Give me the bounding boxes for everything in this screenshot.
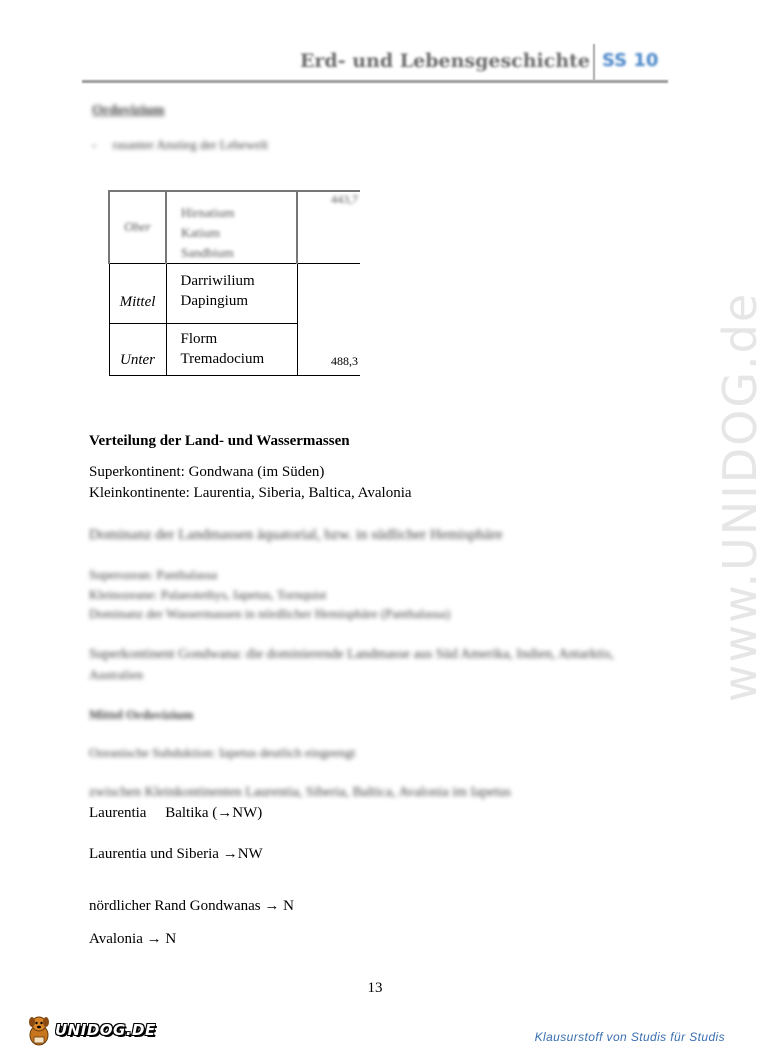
movement-line [89, 803, 262, 824]
movement-line: Laurentia und Siberia →NW [89, 846, 263, 862]
text-line: Kleinkontinente: Laurentia, Siberia, Baltica, Avalonia [89, 485, 412, 501]
stage-cell: Unter [109, 323, 166, 375]
substage-cell [166, 263, 297, 323]
unidog-logo [25, 1013, 156, 1047]
age-cell: 488,3 [297, 323, 360, 375]
header-divider [593, 44, 595, 80]
substage: Hirnatium [181, 204, 235, 220]
table-row [109, 323, 360, 375]
stage-cell: Ober [109, 191, 166, 263]
substage: Dapingium [180, 292, 248, 309]
substage: Darriwilium [180, 272, 255, 289]
document-header-title: Erd- und Lebensgeschichte [299, 50, 590, 72]
movement-line: Avalonia → N [89, 931, 177, 947]
bullet-item: - rasanter Anstieg der Lebewelt [92, 137, 269, 152]
movement-line: nördlicher Rand Gondwanas → N [89, 898, 294, 914]
substage: Katium [181, 224, 220, 240]
text-line: Superkontinent: Gondwana (im Süden) [89, 464, 325, 480]
section-heading-land-water: Verteilung der Land- und Wassermassen [89, 433, 350, 449]
stage-cell: Mittel [109, 263, 166, 323]
movement-subject: Laurentia [89, 805, 147, 821]
blurred-line: Australien [89, 667, 144, 682]
section-heading-ordovizium: Ordovizium [92, 103, 165, 118]
blurred-line: Kleinozeane: Palaeotethys, Iapetus, Tornquist [89, 587, 327, 602]
bullet-text: rasanter Anstieg der Lebewelt [112, 137, 269, 152]
header-rule [82, 80, 668, 83]
table-row [109, 191, 360, 263]
stratigraphy-table [108, 190, 360, 376]
dog-mascot-icon [25, 1013, 53, 1047]
blurred-line: Superkontinent Gondwana: die dominierende Landmasse aus Süd Amerika, Indien, Antarktis, [89, 647, 614, 662]
section-heading-mittel-ordovizium: Mittel Ordovizium [89, 707, 194, 722]
page-number: 13 [367, 980, 383, 996]
substage: Sandbium [181, 244, 234, 260]
blurred-line: Dominanz der Wassermassen in nördlicher Hemisphäre (Panthalassa) [89, 606, 451, 621]
blurred-line: zwischen Kleinkontinenten Laurentia, Siberia, Baltica, Avalonia im Iapetus [89, 785, 511, 800]
age-cell [297, 263, 360, 323]
age-cell: 443,7 [297, 191, 360, 263]
semester-label: SS 10 [602, 50, 659, 71]
watermark: www.UNIDOG.de [713, 291, 767, 703]
blurred-line: Superozean: Panthalassa [89, 567, 218, 582]
logo-text: UNIDOG.DE [55, 1021, 156, 1039]
blurred-line: Ozeanische Subduktion: Iapetus deutlich eingeengt [89, 745, 356, 760]
substage-cell [166, 323, 297, 375]
blurred-paragraph: Dominanz der Landmassen äquatorial, bzw. in südlicher Hemisphäre [89, 527, 503, 543]
substage: Florm [180, 330, 218, 347]
substage: Tremadocium [180, 350, 265, 367]
movement-detail: Baltika (→NW) [165, 805, 263, 821]
footer-slogan: Klausurstoff von Studis für Studis [534, 1030, 725, 1044]
table-row [109, 263, 360, 323]
substage-cell [166, 191, 297, 263]
